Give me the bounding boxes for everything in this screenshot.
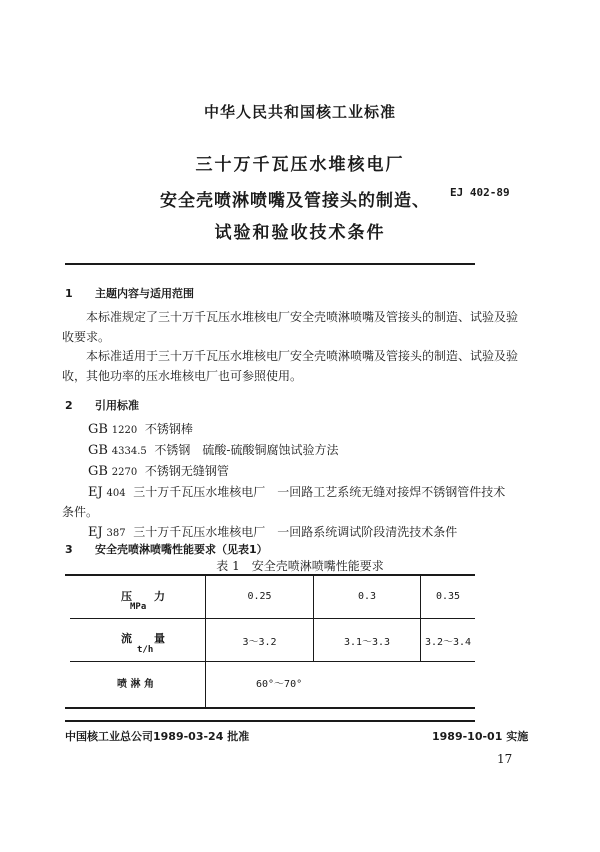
section-title: 引用标准 — [95, 399, 139, 412]
table-top-rule — [65, 574, 475, 576]
section-number: 2 — [65, 399, 73, 412]
header-divider — [65, 263, 475, 265]
section-number: 1 — [65, 287, 73, 300]
standard-code: EJ 402-89 — [450, 186, 510, 199]
reference-continuation: 条件。 — [62, 505, 99, 519]
section-title: 安全壳喷淋喷嘴性能要求（见表1） — [95, 543, 268, 556]
page-number: 17 — [497, 752, 513, 766]
reference-item: GB 4334.5 不锈钢 硫酸-硫酸铜腐蚀试验方法 — [88, 443, 339, 458]
row-unit-flow: t/h — [137, 645, 154, 655]
table-row-divider — [70, 661, 475, 662]
table-caption: 表 1 安全壳喷淋喷嘴性能要求 — [216, 559, 384, 573]
reference-item: GB 1220 不锈钢棒 — [88, 422, 193, 437]
section-number: 3 — [65, 543, 73, 556]
implementation-date: 1989-10-01 实施 — [432, 730, 529, 743]
table-cell: 60°～70° — [256, 679, 303, 690]
reference-item: EJ 387 三十万千瓦压水堆核电厂 一回路系统调试阶段清洗技术条件 — [88, 525, 458, 540]
paragraph-line: 收，其他功率的压水堆核电厂也可参照使用。 — [62, 369, 303, 383]
document-title-line-3: 试验和验收技术条件 — [214, 223, 386, 243]
table-bottom-rule — [65, 707, 475, 709]
section-2-heading — [65, 397, 139, 413]
table-cell: 3.2～3.4 — [424, 637, 472, 648]
section-3-heading — [65, 541, 268, 557]
row-unit-pressure: MPa — [130, 602, 147, 612]
paragraph-line: 本标准规定了三十万千瓦压水堆核电厂安全壳喷淋喷嘴及管接头的制造、试验及验 — [86, 310, 519, 324]
table-cell: 3～3.2 — [242, 637, 277, 648]
row-label-flow: 流 量 — [121, 632, 165, 645]
table-cell: 0.25 — [247, 591, 272, 602]
table-cell: 0.35 — [435, 591, 461, 602]
section-1-heading — [65, 285, 194, 301]
approval-statement: 中国核工业总公司1989-03-24 批准 — [65, 730, 250, 743]
row-label-spray-angle: 喷 淋 角 — [117, 679, 154, 690]
footer-divider — [65, 720, 475, 722]
document-title-line-1: 三十万千瓦压水堆核电厂 — [195, 155, 405, 175]
section-title: 主题内容与适用范围 — [95, 287, 194, 300]
paragraph-line: 本标准适用于三十万千瓦压水堆核电厂安全壳喷淋喷嘴及管接头的制造、试验及验 — [86, 349, 519, 363]
table-row-divider — [70, 618, 475, 619]
reference-item: GB 2270 不锈钢无缝钢管 — [88, 464, 229, 479]
table-cell: 0.3 — [357, 591, 377, 602]
reference-item: EJ 404 三十万千瓦压水堆核电厂 一回路工艺系统无缝对接焊不锈钢管件技术 — [88, 485, 506, 500]
table-column-divider — [313, 576, 314, 661]
row-label-pressure: 压 力 — [121, 590, 165, 603]
paragraph-line: 收要求。 — [62, 330, 111, 344]
table-column-divider — [420, 576, 421, 661]
document-title-line-2: 安全壳喷淋喷嘴及管接头的制造、 — [160, 191, 430, 211]
table-cell: 3.1～3.3 — [343, 637, 391, 648]
org-title: 中华人民共和国核工业标准 — [203, 103, 396, 121]
